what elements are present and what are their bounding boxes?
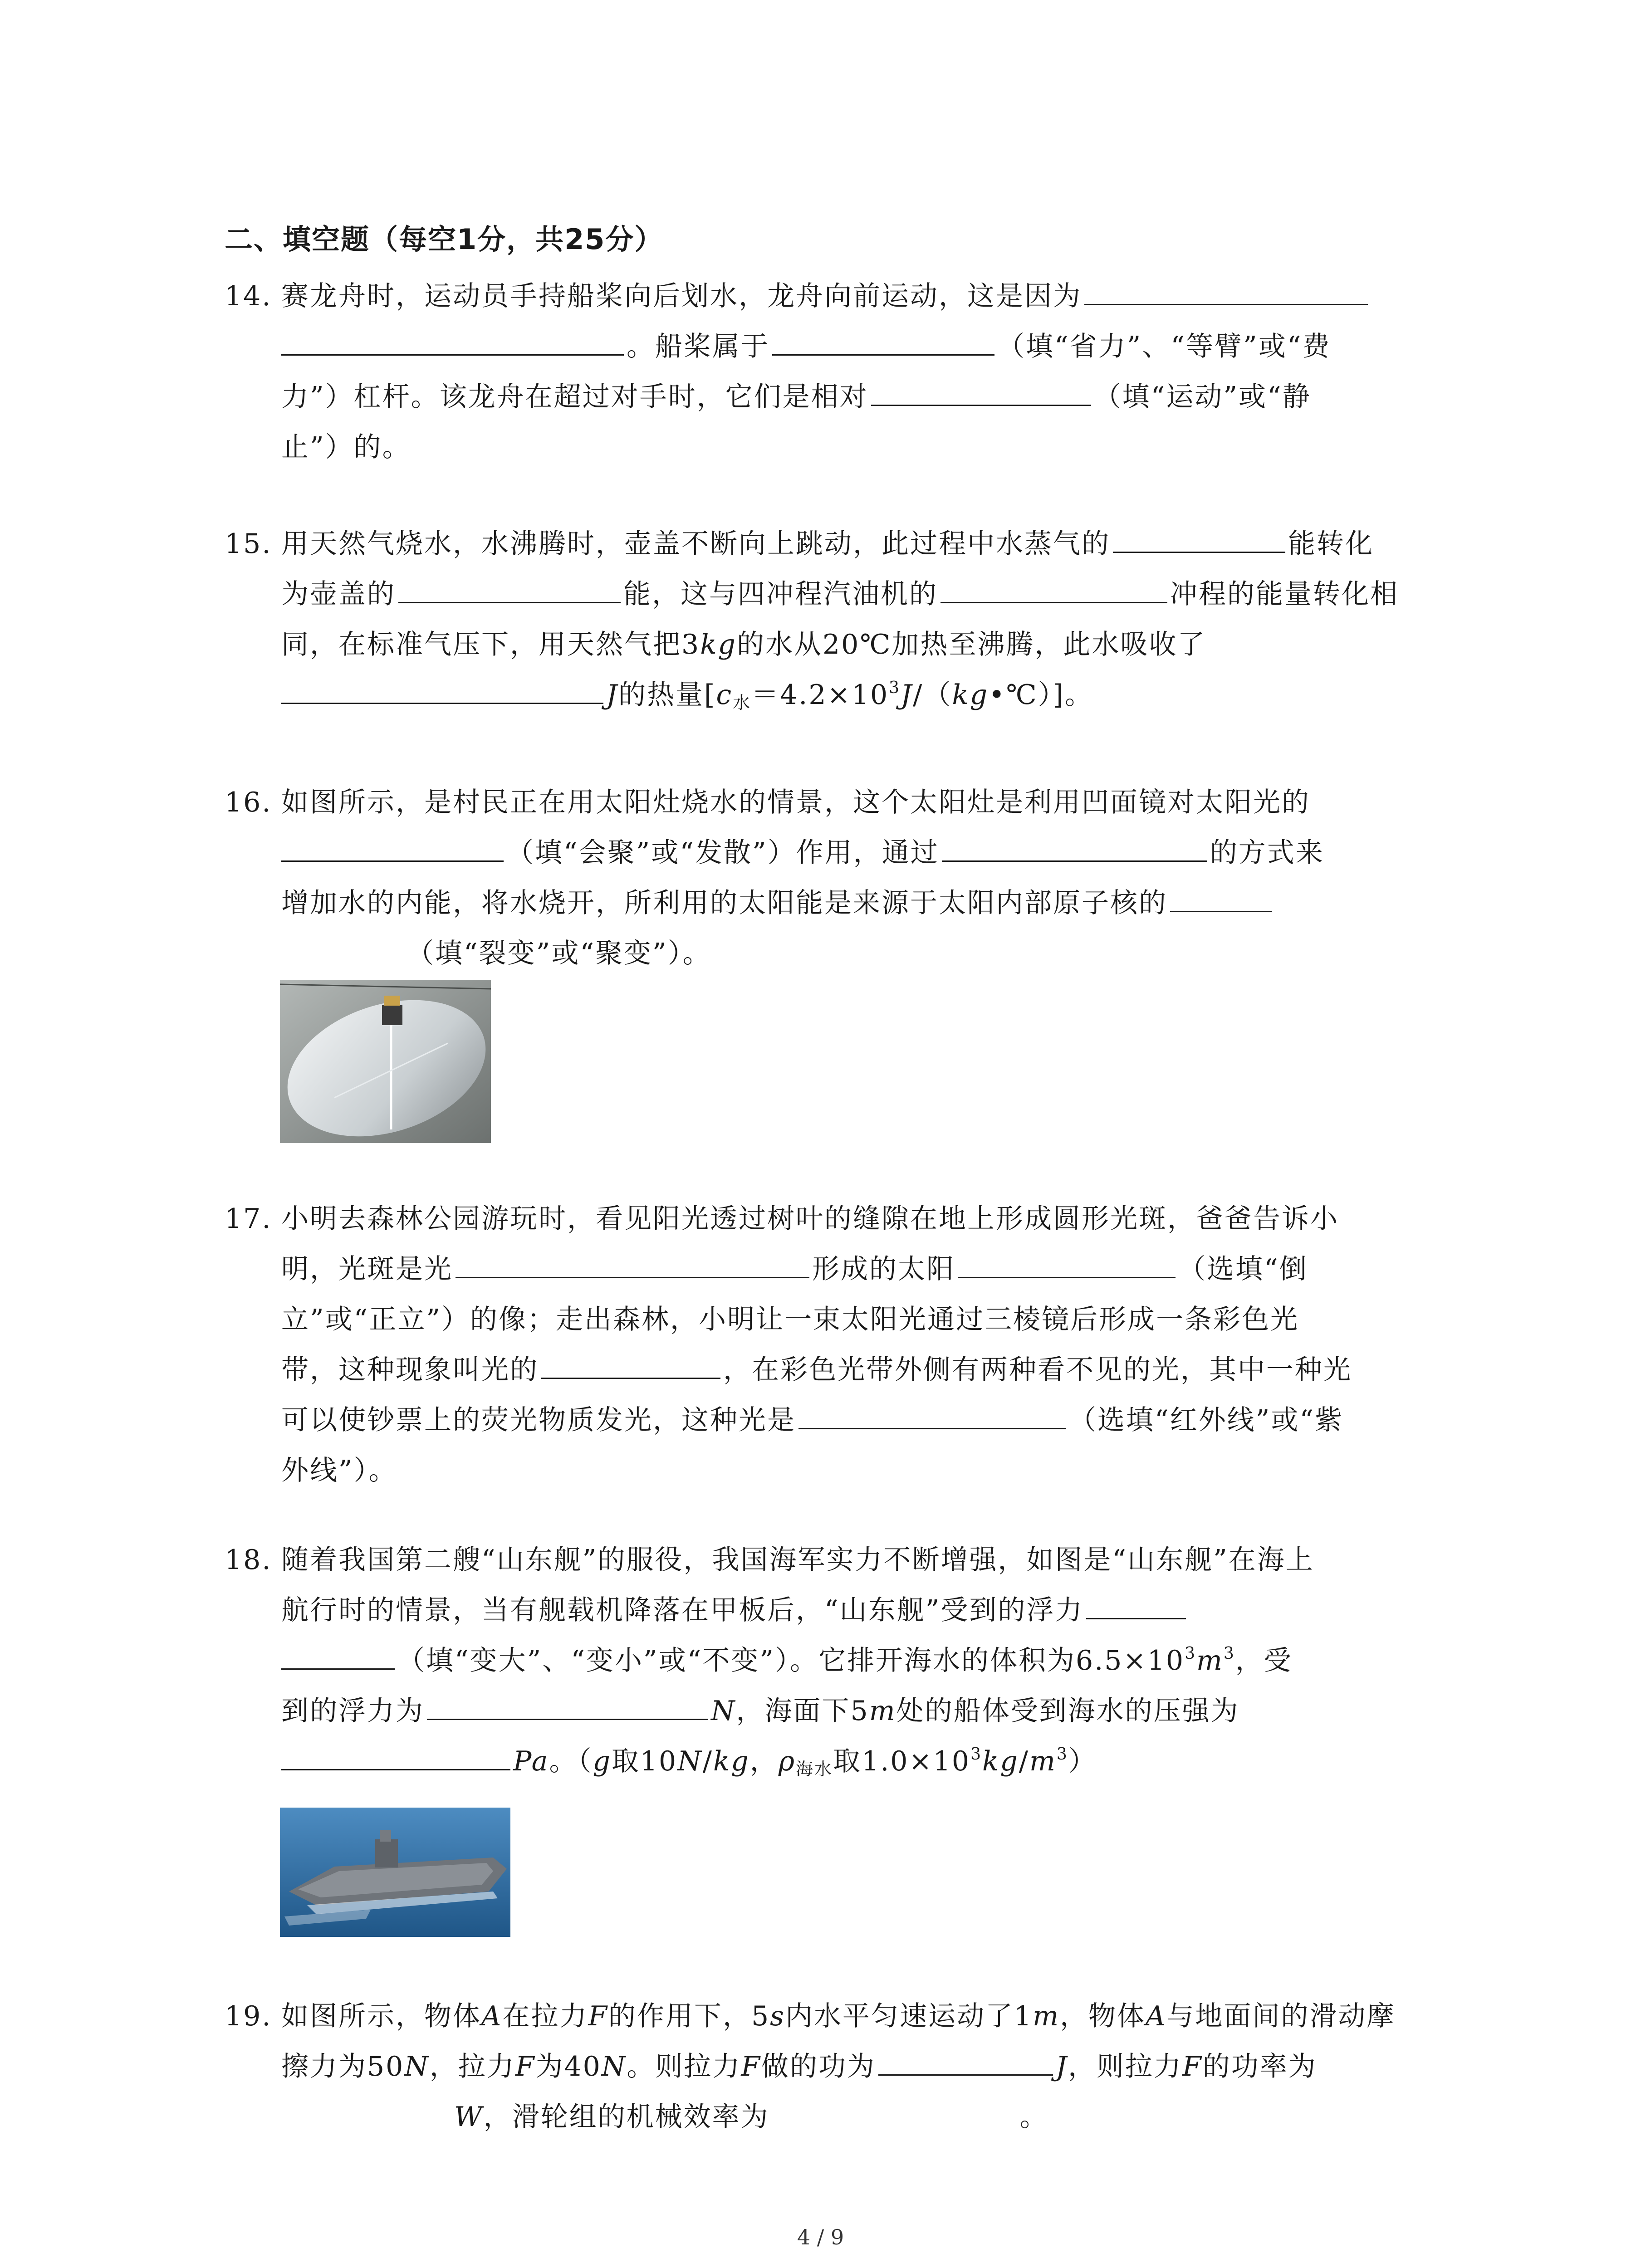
- solar-cooker-illustration: [280, 980, 491, 1143]
- answer-blank[interactable]: [541, 1354, 720, 1379]
- section-title: 二、填空题（每空1分，共25分）: [225, 223, 664, 256]
- q17-line-6: 外线”）。: [281, 1455, 397, 1486]
- q17-line-1: 17. 小明去森林公园游玩时，看见阳光透过树叶的缝隙在地上形成圆形光斑，爸爸告诉小: [225, 1194, 1450, 1244]
- q17-line-2: 明，光斑是光 形成的太阳 （选填“倒: [281, 1253, 1308, 1285]
- q15-line-3: 同，在标准气压下，用天然气把3kg的水从20℃加热至沸腾，此水吸收了: [281, 629, 1206, 660]
- answer-blank[interactable]: [798, 1404, 1066, 1429]
- answer-blank[interactable]: [1086, 1594, 1186, 1619]
- aircraft-carrier-image: [280, 1808, 510, 1937]
- question-19: [225, 1991, 1450, 2142]
- q16-line-1: 16. 如图所示，是村民正在用太阳灶烧水的情景，这个太阳灶是利用凹面镜对太阳光的: [225, 777, 1450, 828]
- answer-blank[interactable]: [958, 1253, 1176, 1278]
- question-number: 15.: [225, 528, 272, 560]
- q14-line-4: 止”）的。: [281, 431, 411, 463]
- question-number: 16.: [225, 787, 272, 818]
- aircraft-carrier-illustration: [280, 1808, 510, 1937]
- question-number: 19.: [225, 2000, 272, 2032]
- answer-blank[interactable]: [281, 1645, 395, 1670]
- question-number: 14.: [225, 280, 272, 312]
- answer-blank[interactable]: [1084, 280, 1368, 305]
- question-14: [225, 271, 1450, 473]
- q14-line-3: 力”）杠杆。该龙舟在超过对手时，它们是相对 （填“运动”或“静: [281, 381, 1311, 413]
- q18-line-2: 航行时的情景，当有舰载机降落在甲板后，“山东舰”受到的浮力: [225, 1585, 1450, 1636]
- q15-line-2: 为壶盖的 能，这与四冲程汽油机的 冲程的能量转化相: [281, 578, 1399, 610]
- q15-line-4: J的热量$[c_水=4.2\times 10^3J/(kg•℃)]$。: [225, 670, 1450, 720]
- answer-blank[interactable]: [878, 2051, 1053, 2076]
- q18-line-3: （填“变大”、“变小”或“不变”）。它排开海水的体积为$6.5\times 10^3m^3$，受: [225, 1636, 1450, 1686]
- answer-blank[interactable]: [427, 1695, 708, 1720]
- q17-line-5: 可以使钞票上的荧光物质发光，这种光是 （选填“红外线”或“紫: [281, 1404, 1344, 1436]
- q14-line-2: 。船桨属于 （填“省力”、“等臂”或“费: [225, 322, 1450, 372]
- answer-blank[interactable]: [281, 331, 624, 356]
- answer-blank-continued[interactable]: [281, 938, 404, 963]
- q19-line-2: 擦力为50N，拉力F为40N。则拉力F做的功为 J，则拉力F的功率为: [281, 2051, 1317, 2082]
- answer-blank[interactable]: [1170, 887, 1272, 912]
- q19-line-3: W，滑轮组的机械效率为 。: [225, 2092, 1450, 2142]
- solar-cooker-image: [280, 980, 491, 1143]
- answer-blank[interactable]: [281, 1745, 510, 1770]
- answer-blank[interactable]: [871, 381, 1091, 406]
- question-18: [225, 1535, 1450, 1787]
- page-number: 4 / 9: [797, 2225, 844, 2249]
- question-15: [225, 519, 1450, 720]
- q16-line-4: （填“裂变”或“聚变”）。: [225, 929, 1450, 979]
- q17-line-3: 立”或“正立”）的像；走出森林，小明让一束太阳光通过三棱镜后形成一条彩色光: [281, 1304, 1299, 1335]
- q15-line-1: 15. 用天然气烧水，水沸腾时，壶盖不断向上跳动，此过程中水蒸气的 能转化: [225, 519, 1450, 569]
- answer-blank[interactable]: [281, 837, 504, 862]
- question-17: [225, 1194, 1450, 1496]
- q18-line-1: 18. 随着我国第二艘“山东舰”的服役，我国海军实力不断增强，如图是“山东舰”在海上: [225, 1535, 1450, 1585]
- answer-blank[interactable]: [772, 2101, 1017, 2126]
- question-number: 18.: [225, 1544, 272, 1576]
- q19-line-1: 19. 如图所示，物体A在拉力F的作用下，5s内水平匀速运动了1m，物体A与地面间的滑动摩: [225, 1991, 1450, 2042]
- answer-blank[interactable]: [398, 578, 621, 603]
- answer-blank[interactable]: [1113, 528, 1285, 553]
- q18-line-4: 到的浮力为 N，海面下5m处的船体受到海水的压强为: [281, 1695, 1239, 1727]
- q18-line-5: Pa。（g取10N/kg，$\rho_{海水}$取$1.0\times 10^3kg/m^3$）: [225, 1736, 1450, 1787]
- answer-blank[interactable]: [281, 679, 603, 704]
- q14-line-1: 14. 赛龙舟时，运动员手持船桨向后划水，龙舟向前运动，这是因为: [225, 271, 1450, 322]
- q17-line-4: 带，这种现象叫光的 ，在彩色光带外侧有两种看不见的光，其中一种光: [281, 1354, 1352, 1386]
- answer-blank[interactable]: [942, 837, 1207, 862]
- answer-blank[interactable]: [456, 1253, 809, 1278]
- answer-blank[interactable]: [941, 578, 1167, 603]
- q16-line-2: （填“会聚”或“发散”）作用，通过 的方式来: [225, 828, 1450, 878]
- question-number: 17.: [225, 1203, 272, 1235]
- question-16: [225, 777, 1450, 979]
- answer-blank[interactable]: [281, 2101, 451, 2126]
- answer-blank[interactable]: [772, 331, 994, 356]
- q16-line-3: 增加水的内能，将水烧开，所利用的太阳能是来源于太阳内部原子核的: [225, 878, 1450, 929]
